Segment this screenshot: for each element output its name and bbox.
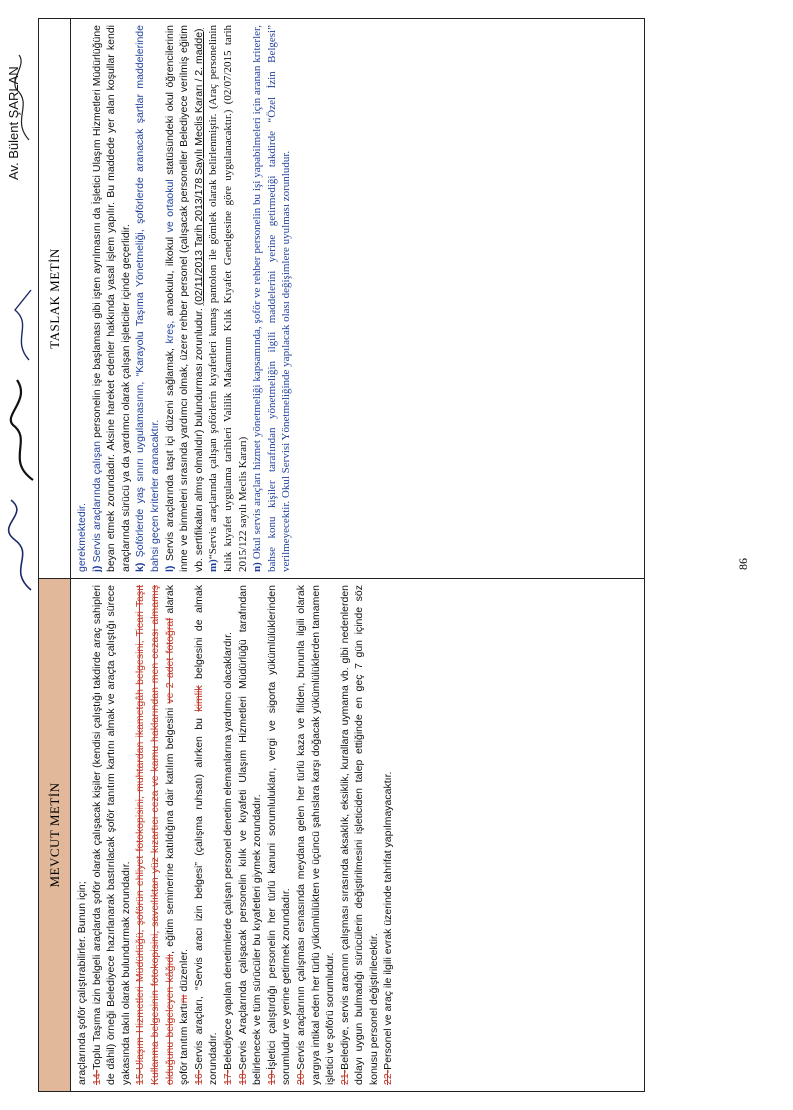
article-15: 15-Ulaşım Hizmetleri Müdürlüğü, şoförün ehliyet fotokopisini, muhtardan ikametgâh belgesini, Ticari Taşıt Kullanma belgesinin fotokopisini, savcılıktan yüz kızartıcı ceza ve kamu haklarından men cezası almamış olduğunu belgeleyen kâğıdı, eğitim seminerine katıldığına dair katılım belgesini ve 2 adet fotoğraf alarak şoför tanıtım kartını düzenler. [134, 585, 191, 1085]
current-text-column [71, 578, 644, 1091]
clause-l: l) Servis araçlarında taşıt içi düzeni sağlamak, kreş, anaokulu, ilkokul ve ortaokul statüsündeki okul öğrencilerinin inme ve binmeleri sırasında yardımcı olmak, üzere rehber personel (çalışacak personeller Belediyece verilmiş eğitim vb. sertifikaları almış olmalıdır) bulundurması zorunludur. (02/11/2013 Tarih 2013/178 Sayılı Meclis Kararı / 2. madde) [163, 25, 205, 572]
clause-j: j) Servis araçlarında çalışan personelin işe başlaması gibi işten ayrılmasını da İşletici Ulaşım Hizmetleri Müdürlüğüne beyan etmek zorundadır. Aksine hareket edenler hakkında yasal işlem yapılır. Bu maddede yer alan koşullar kendi araçlarında sürücü ya da yardımcı olarak çalışan işleticiler içinde geçerlidir. [90, 25, 132, 572]
article-18: 18-Servis Araçlarında çalışacak personelin kılık ve kıyafeti Ulaşım Hizmetleri Müdürlüğü tarafından belirlenecek ve tüm sürücüler bu kıyafetleri giymek zorundadır. [236, 585, 264, 1085]
page-number: 86 [736, 558, 750, 570]
article-20: 20-Servis araçlarının çalışması esnasında meydana gelen her türlü kaza ve fiilden, bununla ilgili olarak yargıya intikal eden her türlü yükümlülükten ve üçüncü şahıslara karşı doğacak yükümlülüklerden tamamen işletici ve şoförü sorumludur. [294, 585, 337, 1085]
article-19: 19-İşletici çalıştırdığı personelin her türlü kanuni sorumlulukları, vergi ve sigorta yükümlülüklerinden sorumludur ve yerine getirmek zorundadır. [265, 585, 293, 1085]
draft-text-header: TASLAK METİN [39, 19, 71, 578]
draft-line: gerekmektedir. [76, 503, 88, 572]
article-21: 21-Belediye, servis aracının çalışması sırasında aksaklık, eksiklik, kurallara uymama vb. gibi nedenlerden dolayı uygun bulmadığı sürücülerin değiştirilmesini işleticiden talep ettiğinde en geç 7 gün içinde söz konusu personel değiştirilecektir. [338, 585, 380, 1085]
clause-m: m)“Servis araçlarında çalışan şoförlerin kıyafetleri kumaş pantolon ile gömlek olarak belirlenmiştir. (Araç personelinin kılık kıyafet uygulama tarihleri Valilik Makamının Kılık Kıyafet Genelgesine göre uygulanacaktır.) (02/07/2015 tarih 2015/122 sayılı Meclis Kararı) [207, 25, 249, 572]
draft-text-column [71, 19, 644, 578]
article-22: 22-Personel ve araç ile ilgili evrak üzerinde tahrifat yapılmayacaktır. [382, 771, 395, 1085]
article-16: 16-Servis araçları, “Servis aracı izin belgesi” (çalışma ruhsatı) alırken bu kimlik belgesini de almak zorundadır. [192, 584, 220, 1085]
current-text-header: MEVCUT METİN [39, 578, 71, 1091]
article-14: 14-Toplu Taşıma izin belgeli araçlarda şoför olarak çalışacak kişiler (kendisi çalıştığı takdirde araç sahipleri de dâhil) örneği Belediyece hazırlanarak bastırılacak şoför tanıtım kartını almak ve araçta çalıştığı sürece yakasında takılı olarak bulundurmak zorundadır. [90, 585, 132, 1085]
current-text-line: araçlarında şoför çalıştırabilirler. Bunun için; [76, 881, 88, 1085]
clause-k: k) Şoförlerde yaş sınırı uygulamasının, “Karayolu Taşıma Yönetmeliği, şoförlerde aranacak şartlar maddelerinde bahsi geçen kriterler aranacaktır. [134, 25, 161, 572]
clause-n: n) Okul servis araçları hizmet yönetmeliği kapsamında, şoför ve rehber personelin bu işi yapabilmeleri için aranan kriterler, bahse konu kişiler tarafından yönetmeliğin ilgili maddelerini yerine getirmediği takdirde “Özel İzin Belgesi” verilmeyecektir. Okul Servisi Yönetmeliğinde yapılacak olası değişimlere uyulması zorunludur. [251, 25, 293, 572]
article-17: 17-Belediyece yapılan denetimlerde çalışan personel denetim elemanlarına yardımcı olacaklardır. [221, 632, 234, 1085]
comparison-table [38, 18, 645, 1092]
lawyer-name: Av. Bülent ŞARLAN [6, 66, 21, 180]
